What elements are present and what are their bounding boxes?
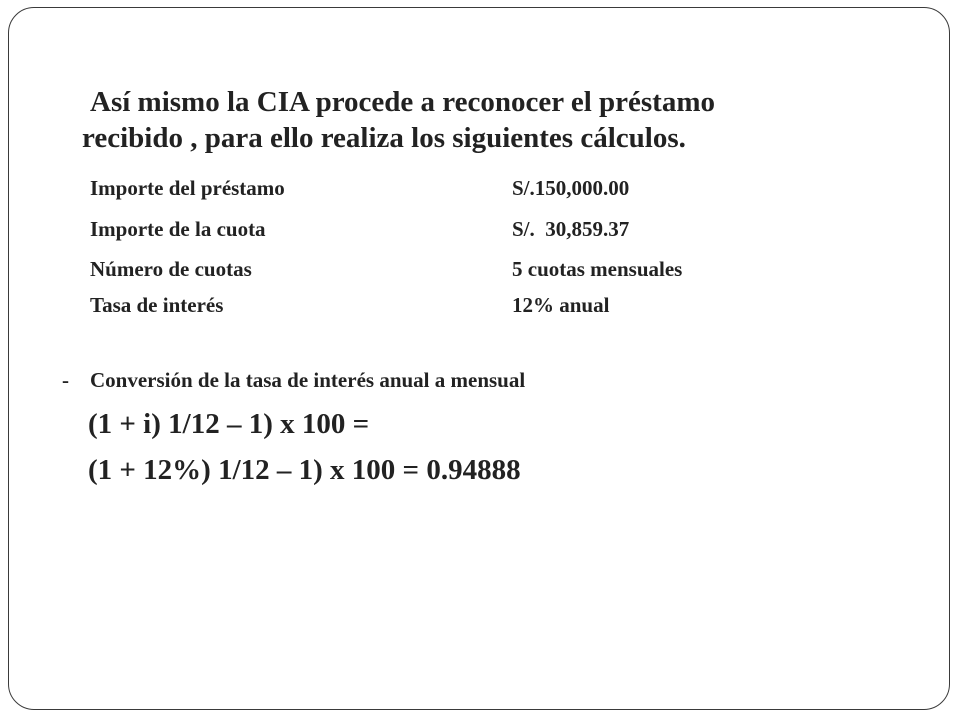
installment-amount-label: Importe de la cuota bbox=[90, 217, 266, 241]
loan-amount-value: S/.150,000.00 bbox=[512, 176, 630, 200]
conversion-text: Conversión de la tasa de interés anual a mensual bbox=[90, 368, 526, 392]
installment-count-value: 5 cuotas mensuales bbox=[512, 257, 683, 281]
slide-title bbox=[82, 84, 862, 156]
formula-general: (1 + i) 1/12 – 1) x 100 = bbox=[88, 408, 370, 440]
interest-rate-value: 12% anual bbox=[512, 293, 610, 317]
installment-amount-value: S/. 30,859.37 bbox=[512, 217, 630, 241]
formula-applied: (1 + 12%) 1/12 – 1) x 100 = 0.94888 bbox=[88, 454, 521, 486]
bullet-dash: - bbox=[62, 368, 69, 392]
title-line-2: recibido , para ello realiza los siguientes cálculos. bbox=[82, 122, 686, 154]
installment-count-label: Número de cuotas bbox=[90, 257, 252, 281]
conversion-bullet bbox=[62, 365, 525, 395]
loan-amount-label: Importe del préstamo bbox=[90, 176, 285, 200]
interest-rate-label: Tasa de interés bbox=[90, 293, 224, 317]
title-line-1: Así mismo la CIA procede a reconocer el préstamo bbox=[90, 86, 716, 118]
